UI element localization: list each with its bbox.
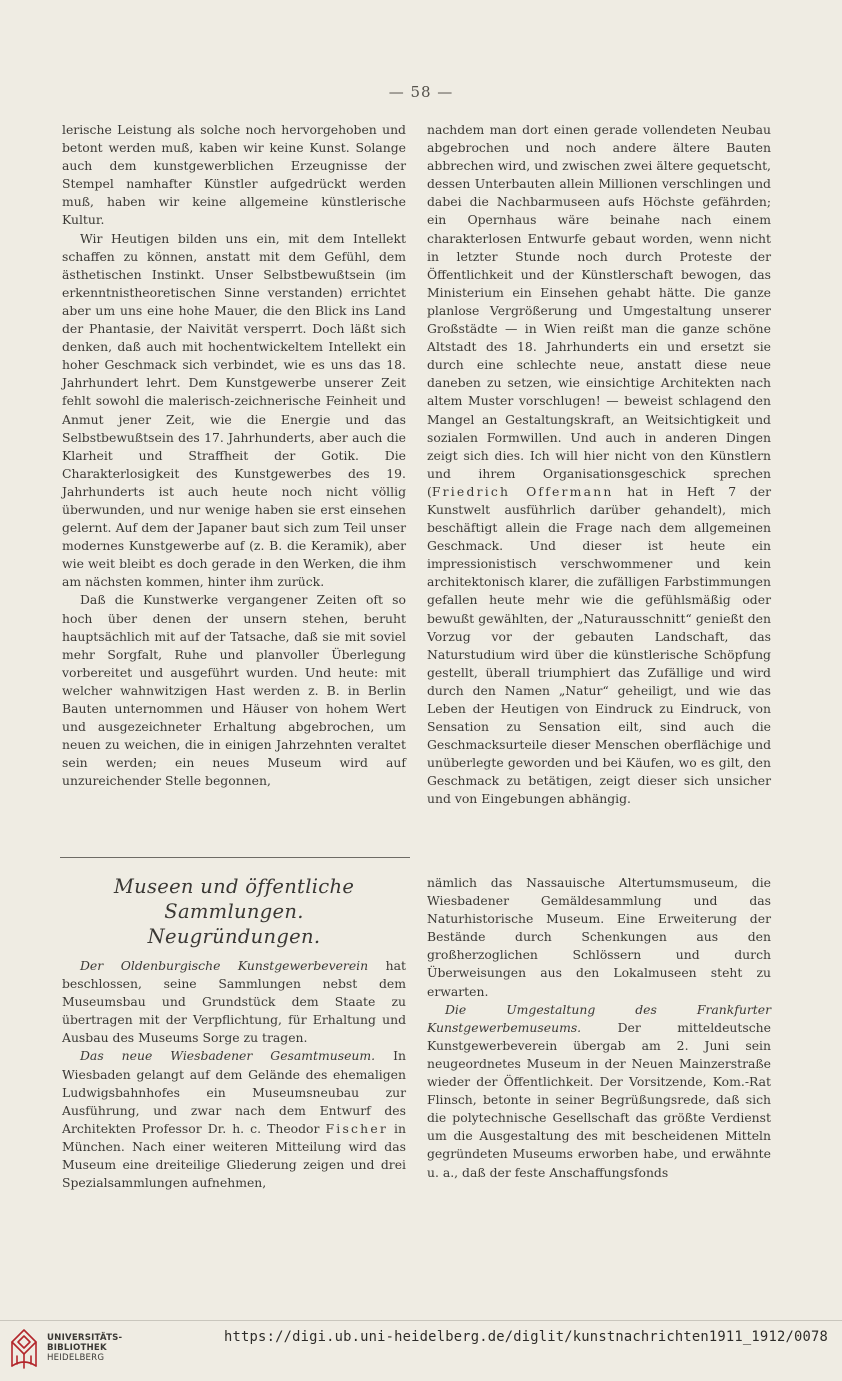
section-divider: [60, 857, 410, 858]
bottom-right-column: [427, 874, 771, 1182]
section-subtitle: Neugründungen.: [147, 925, 321, 948]
top-right-column: [427, 121, 771, 809]
top-left-column: [62, 121, 406, 790]
section-title-line: Museen und öffentliche Sammlungen.: [113, 875, 355, 923]
section-title: [62, 874, 406, 949]
heidelberg-library-logo-icon[interactable]: [8, 1326, 40, 1372]
text-run: in München. Nach einer weiteren Mitteilung wird das Museum eine dreiteilige Gliederung zeigen und drei Spezialsammlungen aufnehmen,: [62, 1120, 406, 1191]
library-name-line: UNIVERSITÄTS-: [47, 1333, 123, 1343]
paragraph: Daß die Kunstwerke vergangener Zeiten oft so hoch über denen der unsern stehen, beruht hauptsächlich mit auf der Tatsache, daß sie mit soviel mehr Sorgfalt, Ruhe und planvoller Überlegung vorbereitet und ausgeführt wurden. Und heute: mit welcher wahnwitzigen Hast werden z. B. in Berlin Bauten unternommen und Häuser von hohem Wert und ausgezeichneter Erhaltung abgebrochen, um neuen zu weichen, die in einigen Jahrzehnten veraltet sein werden; ein neues Museum wird auf unzureichender Stelle begonnen,: [62, 592, 406, 789]
paragraph: [62, 1047, 406, 1192]
person-name: Fischer: [325, 1120, 388, 1136]
page-number: — 58 —: [388, 83, 454, 101]
paragraph: [427, 1001, 771, 1182]
bottom-left-column: [62, 874, 406, 1192]
library-name: [47, 1333, 122, 1364]
text-run: hat beschlossen, seine Sammlungen nebst dem Museumsbau und Grundstück dem Staate zu übertragen mit der Verpflichtung, für Erhaltung und Ausbau des Museums Sorge zu tragen.: [62, 958, 406, 1046]
text-run: In Wiesbaden gelangt auf dem Gelände des ehemaligen Ludwigsbahnhofes ein Museumsneubau zur Ausführung, und zwar nach dem Entwurf des Architekten Professor Dr. h. c. Theodor: [62, 1048, 406, 1136]
article-heading: Das neue Wiesbadener Gesamtmuseum.: [80, 1048, 376, 1064]
text-run: hat in Heft 7 der Kunstwelt ausführlich darüber gehandelt), mich beschäftigt allein die Frage nach dem allgemeinen Geschmack. Und dieser ist heute ein impressionistisch verschwommener und kein architektonisch klarer, die zufälligen Farbstimmungen gefallen heute mehr wie die gefühlsmäßig oder bewußt gewählten, der „Naturausschnitt“ genießt den Vorzug vor der gebauten Landschaft, das Naturstudium wird über die künstlerische Schöpfung gestellt, überall triumphiert das Zufällige und wird durch den Namen „Natur“ geheiligt, und wie das Leben der Heutigen von Eindruck zu Eindruck, von Sensation zu Sensation eilt, sind auch die Geschmacksurteile dieser Menschen oberflächige und unüberlegte geworden und bei Käufen, wo es gilt, den Geschmack zu betätigen, zeigt dieser sich unsicher und von Eingebungen abhängig.: [427, 483, 771, 807]
library-name-line: HEIDELBERG: [47, 1353, 105, 1364]
person-name: Friedrich Offermann: [431, 483, 614, 499]
article-heading: Der Oldenburgische Kunstgewerbeverein: [80, 958, 369, 973]
paragraph: [62, 957, 406, 1047]
source-url-link[interactable]: https://digi.ub.uni-heidelberg.de/diglit/kunstnachrichten1911_1912/0078: [224, 1329, 828, 1345]
article-heading: Die Umgestaltung des Frankfurter Kunstgewerbemuseums.: [427, 1001, 771, 1035]
paragraph: Wir Heutigen bilden uns ein, mit dem Intellekt schaffen zu können, anstatt mit dem Gefühl, dem ästhetischen Instinkt. Unser Selbstbewußtsein (im erkenntnistheoretischen Sinne verstanden) errichtet aber um uns eine hohe Mauer, die den Blick ins Land der Phantasie, der Naivität versperrt. Doch läßt sich denken, daß auch mit hochentwickeltem Intellekt ein hoher Geschmack sich verbindet, wie es uns das 18. Jahrhundert lehrt. Dem Kunstgewerbe unserer Zeit fehlt sowohl die malerisch-zeichnerische Feinheit und Anmut jener Zeit, wie die Energie und das Selbstbewußtsein des 17. Jahrhunderts, aber auch die Klarheit und Straffheit der Gotik. Die Charakterlosigkeit des Kunstgewerbes des 19. Jahrhunderts ist auch heute noch nicht völlig überwunden, und nur wenige haben sie erst einsehen gelernt. Auf dem der Japaner baut sich zum Teil unser modernes Kunstgewerbe auf (z. B. die Keramik), aber wie weit bleibt es doch gerade in den Werken, die ihm am nächsten kommen, hinter ihm zurück.: [62, 230, 406, 590]
library-name-line: BIBLIOTHEK: [47, 1343, 107, 1354]
text-run: Der mitteldeutsche Kunstgewerbeverein übergab am 2. Juni sein neugeordnetes Museum in der Neuen Mainzerstraße wieder der Öffentlichkeit. Der Vorsitzende, Kom.-Rat Flinsch, betonte in seiner Begrüßungsrede, daß sich die polytechnische Gesellschaft das größte Verdienst um die Ausgestaltung des mit bescheidenen Mitteln gegründeten Museums erworben habe, und erwähnte u. a., daß der feste Anschaffungsfonds: [427, 1019, 771, 1180]
paragraph: nämlich das Nassauische Altertumsmuseum, die Wiesbadener Gemäldesammlung und das Naturhistorische Museum. Eine Erweiterung der Bestände durch Schenkungen aus den großherzoglichen Schlössern und durch Überweisungen aus den Lokalmuseen steht zu erwarten.: [427, 875, 771, 999]
paragraph: [427, 121, 771, 809]
paragraph: lerische Leistung als solche noch hervorgehoben und betont werden muß, kaben wir keine Kunst. Solange auch dem kunstgewerblichen Erzeugnisse der Stempel namhafter Künstler aufgedrückt werden muß, haben wir keine allgemeine künstlerische Kultur.: [62, 122, 406, 228]
text-run: nachdem man dort einen gerade vollendeten Neubau abgebrochen und noch andere ältere Bauten abbrechen wird, und zwischen zwei ältere gequetscht, dessen Unterbauten allein Millionen verschlingen und dabei die Nachbarmuseen aufs Höchste gefährden; ein Opernhaus wäre beinahe nach einem charakterlosen Entwurfe gebaut worden, wenn nicht in letzter Stunde noch durch Proteste der Öffentlichkeit und der Künstlerschaft bewogen, das Ministerium ein Einsehen gehabt hätte. Die ganze planlose Vergrößerung und Umgestaltung unserer Großstädte — in Wien reißt man die ganze schöne Altstadt des 18. Jahrhunderts ein und ersetzt sie durch eine schlechte neue, anstatt diese neue daneben zu setzen, wie einsichtige Architekten nach altem Muster vorschlugen! — beweist schlagend den Mangel an Gestaltungskraft, an Weitsichtigkeit und sozialen Formwillen. Und auch in anderen Dingen zeigt sich dies. Ich will hier nicht von den Künstlern und ihrem Organisationsgeschick sprechen (: [427, 122, 771, 499]
